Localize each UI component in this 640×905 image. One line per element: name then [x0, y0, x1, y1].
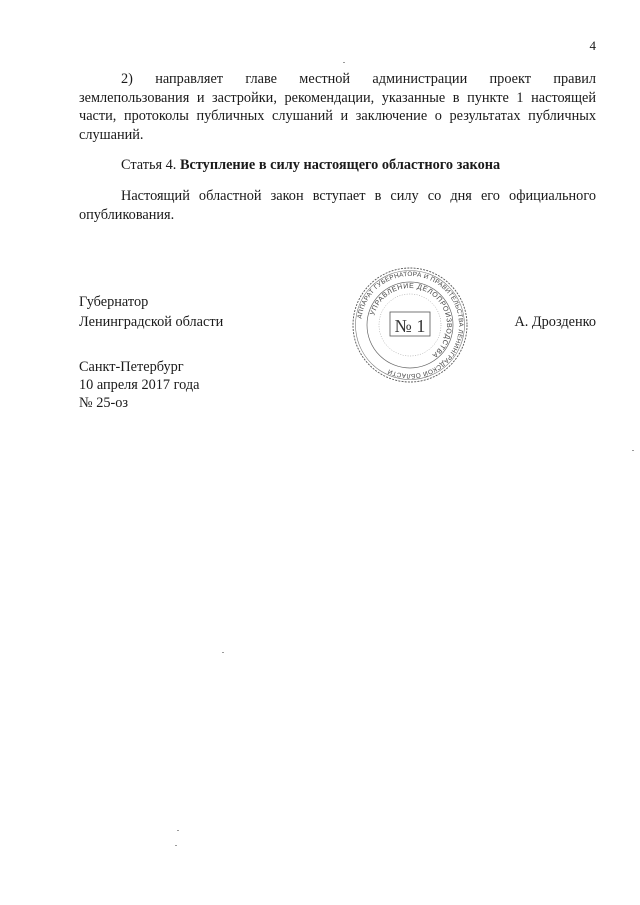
paragraph-item-2: 2) направляет главе местной администрации проект правил землепользования и застройки, рекомендации, указанные в пункте 1 настоящей части, протоколы публичных слушаний и заключение о результатах публичных слушаний. — [79, 71, 596, 143]
signatory-position-line2: Ленинградской области — [79, 314, 224, 330]
paragraph-entry-into-force: Настоящий областной закон вступает в силу со дня его официального опубликования. — [79, 188, 596, 223]
scan-speck — [222, 652, 224, 653]
signatory-name: А. Дрозденко — [514, 314, 596, 330]
signing-date: 10 апреля 2017 года — [79, 377, 200, 393]
scan-speck — [632, 450, 634, 451]
article-heading — [121, 156, 500, 175]
page-number: 4 — [589, 38, 596, 53]
scan-speck — [177, 830, 179, 831]
signatory-position-line1: Губернатор — [79, 294, 149, 310]
official-seal — [350, 266, 470, 384]
article-prefix: Статья 4. — [121, 157, 177, 173]
signing-city: Санкт-Петербург — [79, 359, 184, 375]
scan-speck — [343, 62, 345, 63]
seal-outer-text: АППАРАТ ГУБЕРНАТОРА И ПРАВИТЕЛЬСТВА ЛЕНИНГРАДСКОЙ ОБЛАСТИ — [356, 270, 465, 380]
signatory-position — [79, 292, 223, 332]
signing-place-date — [79, 358, 200, 412]
seal-center-number: № 1 — [394, 316, 426, 336]
law-number: № 25-оз — [79, 395, 129, 411]
article-title: Вступление в силу настоящего областного закона — [179, 157, 501, 173]
scan-speck — [175, 845, 177, 846]
seal-inner-text: УПРАВЛЕНИЕ ДЕЛОПРОИЗВОДСТВА — [369, 282, 453, 359]
